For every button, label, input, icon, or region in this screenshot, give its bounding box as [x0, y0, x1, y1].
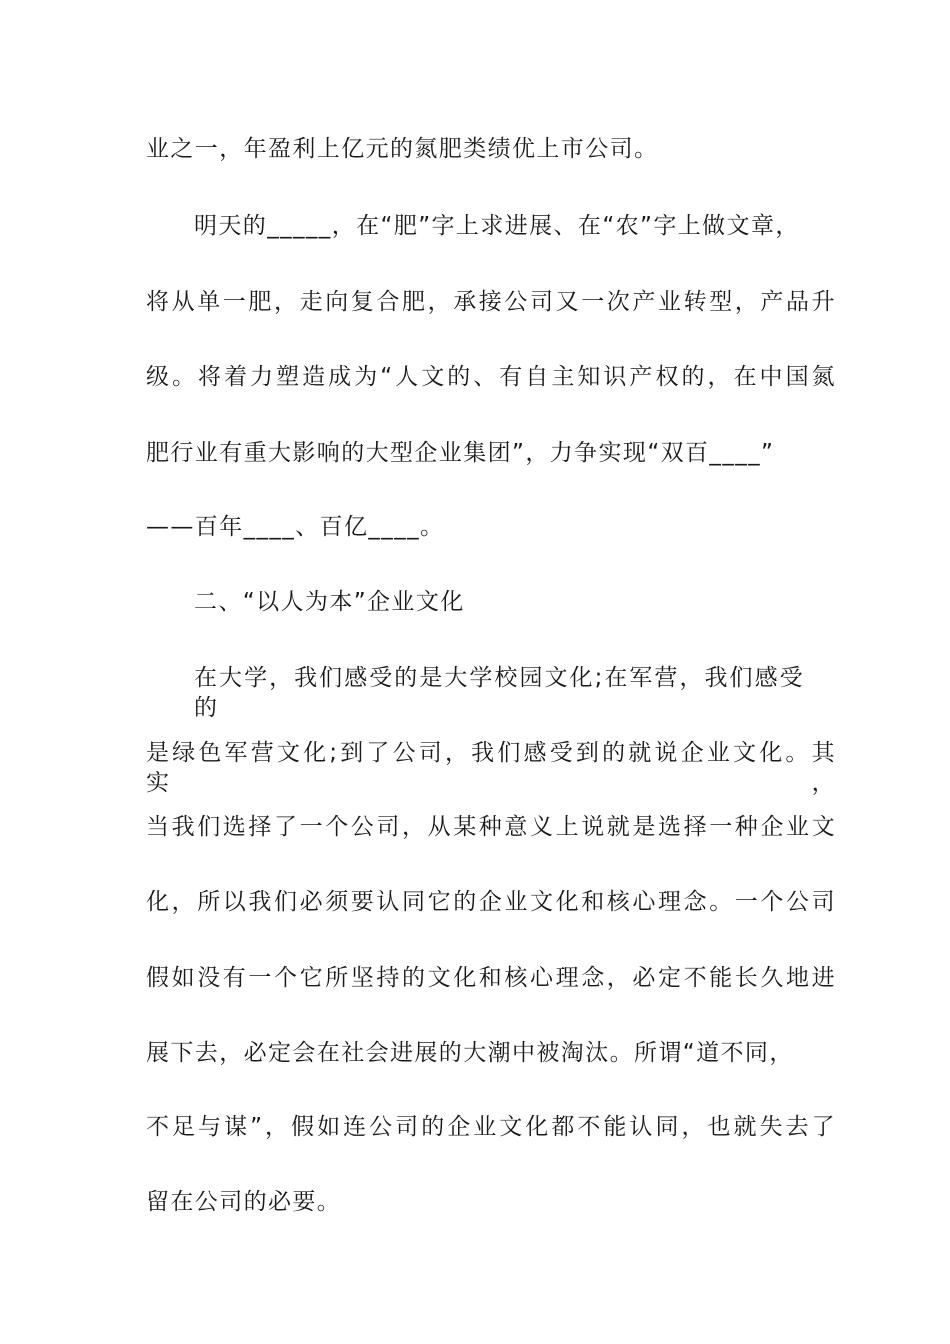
paragraph-line-15: 留在公司的必要。: [146, 1189, 342, 1215]
section-heading: 二、“以人为本”企业文化: [194, 589, 465, 615]
paragraph-line-6: ——百年____、百亿____。: [146, 514, 445, 540]
paragraph-line-11: 化，所以我们必须要认同它的企业文化和核心理念。一个公司: [146, 889, 836, 915]
paragraph-line-10: 当我们选择了一个公司，从某种意义上说就是选择一种企业文: [146, 814, 836, 840]
paragraph-line-12: 假如没有一个它所坚持的文化和核心理念，必定不能长久地进: [146, 965, 836, 991]
paragraph-line-1: 业之一，年盈利上亿元的氮肥类绩优上市公司。: [146, 136, 659, 162]
paragraph-line-13: 展下去，必定会在社会进展的大潮中被淘汰。所谓“道不同，: [146, 1040, 794, 1066]
paragraph-line-2: 明天的_____，在“肥”字上求进展、在“农”字上做文章，: [194, 213, 800, 239]
paragraph-line-8: 在大学，我们感受的是大学校园文化;在军营，我们感受的: [194, 665, 804, 721]
paragraph-line-3: 将从单一肥，走向复合肥，承接公司又一次产业转型，产品升: [146, 289, 836, 315]
paragraph-line-5: 肥行业有重大影响的大型企业集团”，力争实现“双百____”: [146, 440, 775, 466]
paragraph-line-4: 级。将着力塑造成为“人文的、有自主知识产权的，在中国氮: [146, 364, 836, 390]
paragraph-line-14: 不足与谋”，假如连公司的企业文化都不能认同，也就失去了: [146, 1114, 836, 1140]
paragraph-line-9: 是绿色军营文化;到了公司，我们感受到的就说企业文化。其实，: [146, 740, 836, 796]
